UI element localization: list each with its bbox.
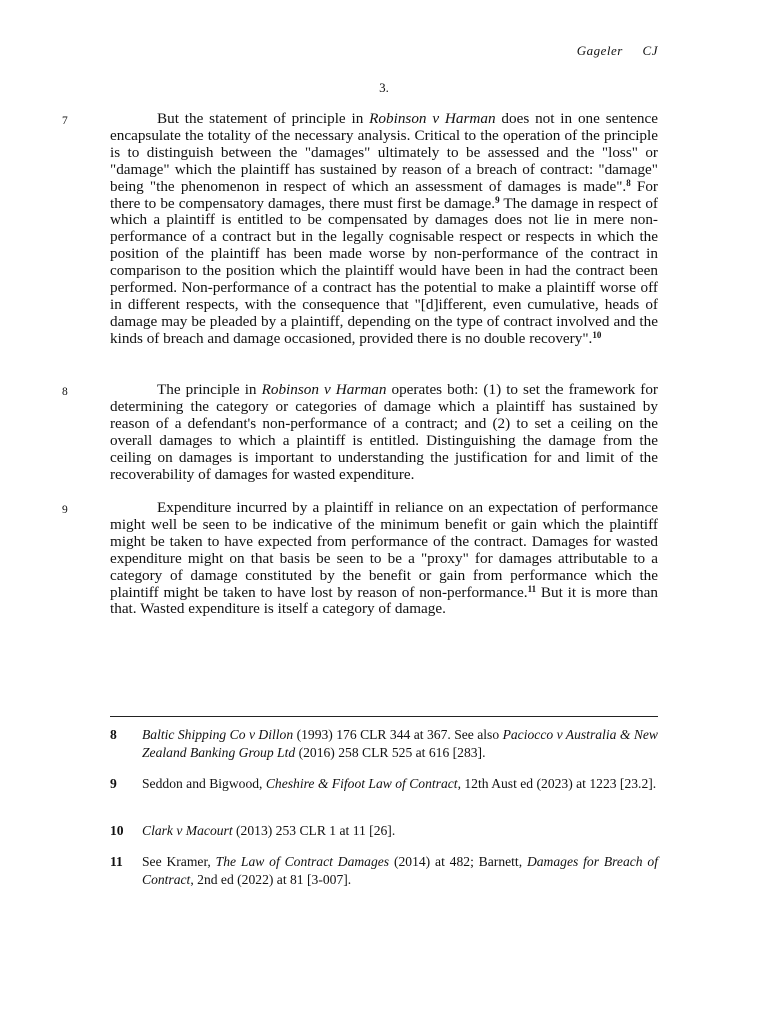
paragraph-7 [62,110,658,348]
footnote-text [142,726,658,761]
italic-citation: Baltic Shipping Co v Dillon [142,727,294,742]
page-number: 3. [379,80,389,95]
text-run: , 2nd ed (2022) at 81 [3-007]. [190,871,352,887]
italic-citation: The Law of Contract Damages [215,854,390,869]
italic-citation: Paciocco v Australia & New Zealand Banking Group Ltd [142,727,658,760]
text-run: (1993) 176 CLR 344 at 367. See also [293,727,503,742]
paragraph-text [110,500,658,618]
footnote-11 [110,853,658,888]
italic-citation: Robinson v Harman [369,110,496,127]
footnote-marker[interactable]: 8 [626,177,631,188]
text-run: (2014) at 482; Barnett, [389,854,527,869]
footnote-text [142,822,658,840]
paragraph-number: 7 [62,115,68,127]
footnote-number: 10 [110,823,124,838]
text-run: (2016) 258 CLR 525 at 616 [283]. [295,744,486,760]
footnote-number: 8 [110,727,117,742]
footnote-marker[interactable]: 10 [592,329,602,340]
text-run: does not in one sentence encapsulate the totality of the necessary analysis. Critical to the operation of the principle is to distinguish between the "damages" ultimately to be assessed and the "loss" or "damage" which the plaintiff has sustained by reason of a breach of contract: "damage" being "the phenomenon in respect of which an assessment of damages is made". [110,110,658,195]
footnote-marker[interactable]: 9 [495,194,500,205]
text-run: operates both: (1) to set the framework for determining the category or categories of damage which a plaintiff has sustained by reason of a defendant's non-performance of a contract; and (2) to set a ceiling on the overall damages to which a plaintiff is entitled. Distinguishing the damage from the ceiling on damages is important to understanding the justification for and limit of the recoverability of damages for wasted expenditure. [110,381,658,483]
footnote-text [142,775,658,793]
footnote-text [142,853,658,888]
footnote-marker[interactable]: 11 [527,583,537,594]
text-run: Expenditure incurred by a plaintiff in reliance on an expectation of performance might well be seen to be indicative of the minimum benefit or gain which the plaintiff might be taken to have expected from performance of the contract. Damages for wasted expenditure might on that basis be seen to be a "proxy" for damages attributable to a category of damage constituted by the benefit or gain from performance which the plaintiff might be taken to have lost by reason of non-performance. [110,499,658,601]
italic-citation: Clark v Macourt [142,823,233,838]
footnote-9 [110,775,658,793]
text-run: The damage in respect of which a plaintiff is entitled to be compensated by damages does not lie in mere non-performance of a contract but in the legally cognisable respect or respects in which the position of the plaintiff has been made worse by non-performance of the contract in comparison to the position which the plaintiff would have been in had the contract been performed. Non-performance of a contract has the potential to make a plaintiff worse off in different respects, with the consequence that "[d]ifferent, even cumulative, heads of damage may be pleaded by a plaintiff, depending on the type of contract involved and the kinds of breach and damage occasioned, provided there is no double recovery". [110,194,658,347]
footnote-10 [110,822,658,840]
footnote-8 [110,726,658,761]
text-run: But the statement of principle in [157,110,370,127]
text-run: For there to be compensatory damages, there must first be damage. [110,177,658,212]
italic-citation: Cheshire & Fifoot Law of Contract [265,776,458,791]
italic-citation: Robinson v Harman [261,381,387,398]
paragraph-number: 9 [62,504,68,516]
text-run: , 12th Aust ed (2023) at 1223 [23.2]. [457,776,657,791]
footnote-separator [110,716,658,717]
text-run: (2013) 253 CLR 1 at 11 [26]. [232,823,396,838]
text-run: See Kramer, [142,854,216,869]
paragraph-text [110,382,658,483]
paragraph-text [110,111,658,348]
judge-header: Gageler CJ [576,43,658,58]
footnote-number: 9 [110,776,117,791]
paragraph-9 [62,499,658,618]
paragraph-number: 8 [62,386,68,398]
text-run: The principle in [157,381,262,398]
footnote-number: 11 [110,854,123,869]
text-run: But it is more than that. Wasted expenditure is itself a category of damage. [110,583,658,618]
paragraph-8 [62,381,658,483]
italic-citation: Damages for Breach of Contract [142,854,658,887]
text-run: Seddon and Bigwood, [142,776,266,791]
